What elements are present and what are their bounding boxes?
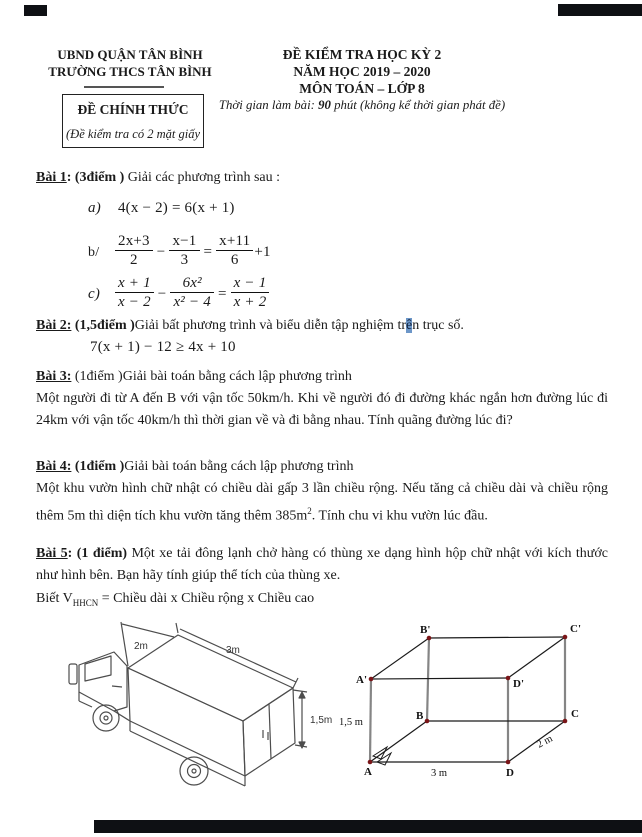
label-D2: D' — [513, 678, 524, 690]
exam-header-block — [212, 46, 512, 114]
stamp-title: ĐỀ CHÍNH THỨC — [77, 102, 189, 117]
equation-1b-label: b/ — [88, 244, 100, 260]
label-B2: B' — [420, 624, 431, 636]
edge-AD-top — [371, 678, 508, 679]
vertex-dot-C — [563, 719, 568, 724]
vertex-dot-A2 — [369, 677, 374, 682]
truck-cargo-right — [243, 688, 295, 776]
problem-5-body: Bài 5: (1 điểm) Một xe tải đông lạnh chở hàng có thùng xe dạng hình hộp chữ nhật với kích thước như hình bên. Bạn hãy tính giúp thể tích của thùng xe. — [36, 546, 608, 583]
problem-3-body: Một người đi từ A đến B với vận tốc 50km/h. Khi về người đó đi đường khác ngắn hơn đường lúc đi 24km với vận tốc 40km/h thì thời gian về và đi bằng nhau. Tính quãng đường lúc đi? — [36, 391, 608, 428]
truck-front-wheel — [93, 705, 119, 731]
org-name-line2: TRƯỜNG THCS TÂN BÌNH — [48, 64, 212, 79]
truck-dim-length-label: 3m — [226, 645, 240, 656]
label-B: B — [416, 710, 424, 722]
label-C: C — [571, 708, 579, 720]
fraction: $\frac{2x+3}{2}$ — [115, 233, 153, 268]
problem-4-heading: Bài 4: (1điểm )Giải bài toán bằng cách lập phương trình — [36, 459, 354, 474]
fraction: $\frac{\text{6x²}}{\text{x² − 4}}$ — [170, 275, 213, 310]
truck-window — [85, 656, 111, 681]
edge-AA — [370, 679, 371, 762]
header-divider — [84, 86, 164, 88]
stamp-subtitle: (Đề kiểm tra có 2 mặt giấy — [66, 127, 200, 141]
truck-cargo-top — [128, 635, 293, 721]
truck-dim-width-label: 2m — [134, 641, 148, 652]
truck-cab — [79, 652, 127, 711]
edge-BB — [427, 638, 429, 721]
vertex-dot-D — [506, 760, 511, 765]
subject-line: MÔN TOÁN – LỚP 8 — [299, 81, 425, 96]
scan-bar-bottom — [94, 820, 642, 833]
vertex-dot-B2 — [427, 636, 432, 641]
truck-dim-height-label: 1,5m — [310, 715, 333, 726]
edge-DC-top — [508, 637, 565, 678]
cuboid-figure — [336, 606, 636, 806]
edge-AB — [370, 721, 427, 762]
vertex-dot-A — [368, 760, 373, 765]
cuboid-dim-height-label: 1,5 m — [339, 717, 363, 728]
scan-bar-top-right — [558, 4, 642, 16]
exam-title: ĐỀ KIỂM TRA HỌC KỲ 2 — [282, 47, 442, 62]
truck-figure — [26, 608, 336, 818]
official-stamp-box — [62, 94, 204, 148]
equation-1a — [88, 200, 235, 217]
label-A: A — [364, 766, 372, 778]
equation-2: 7(x + 1) − 12 ≥ 4x + 10 — [90, 339, 236, 355]
fraction: $\frac{x-1}{3}$ — [169, 233, 199, 268]
label-D: D — [506, 767, 514, 779]
scan-bar-top-left — [24, 5, 47, 16]
problem-2-heading: Bài 2: (1,5điểm )Giải bất phương trình và biểu diễn tập nghiệm trên trục số. — [36, 318, 464, 333]
cuboid-dim-length-label: 3 m — [431, 768, 448, 779]
highlight-artifact: ê — [406, 318, 413, 333]
problem-4-body: Một khu vườn hình chữ nhật có chiều dài gấp 3 lần chiều rộng. Nếu tăng cả chiều dài và chiều rộng thêm 5m thì diện tích khu vườn tăng thêm $385m^2$. Tính chu vi khu vườn lúc đầu. — [36, 481, 608, 524]
problem-5-formula: Biết $V_{HHCN}$ = Chiều dài x Chiều rộng x Chiều cao — [36, 591, 315, 608]
vertex-dot-B — [425, 719, 430, 724]
equation-1c: c) $\frac{x + 1}{x - 2}$ − $\frac{\text{6x²}}{\text{x² − 4}}$ = $\frac{x - 1}{x + 2}$ — [88, 277, 270, 312]
vertex-dot-D2 — [506, 676, 511, 681]
equation-1b: b/ $\frac{2x+3}{2}$ − $\frac{x-1}{3}$ = $\frac{x+11}{6}$ +1 — [88, 233, 271, 268]
label-A2: A' — [356, 674, 367, 686]
problem-1-heading: Bài 1: (3điểm ) Giải các phương trình sau : — [36, 170, 281, 185]
school-year: NĂM HỌC 2019 – 2020 — [293, 64, 431, 79]
problem-3-heading: Bài 3: (1điểm )Giải bài toán bằng cách lập phương trình — [36, 369, 352, 384]
truck-mirror — [69, 664, 77, 684]
equation-1a-label: a) — [88, 200, 101, 216]
edge-AB-top — [371, 638, 429, 679]
fraction: $\frac{x + 1}{x - 2}$ — [115, 275, 154, 310]
vertex-dot-C2 — [563, 635, 568, 640]
edge-BC-top — [429, 637, 565, 638]
equation-1a-expression: 4(x − 2) = 6(x + 1) — [117, 200, 235, 216]
label-C2: C' — [570, 623, 581, 635]
fraction: $\frac{x+11}{6}$ — [216, 233, 253, 268]
fraction: $\frac{x - 1}{x + 2}$ — [231, 275, 270, 310]
org-name-line1: UBND QUẬN TÂN BÌNH — [57, 47, 203, 62]
equation-1c-label: c) — [88, 285, 101, 302]
org-block — [40, 46, 220, 80]
truck-door-line — [269, 704, 271, 759]
duration-line: Thời gian làm bài: 90 phút (không kể thời gian phát đề) — [218, 98, 506, 112]
cuboid-dim-width-label: 2 m — [535, 733, 555, 751]
